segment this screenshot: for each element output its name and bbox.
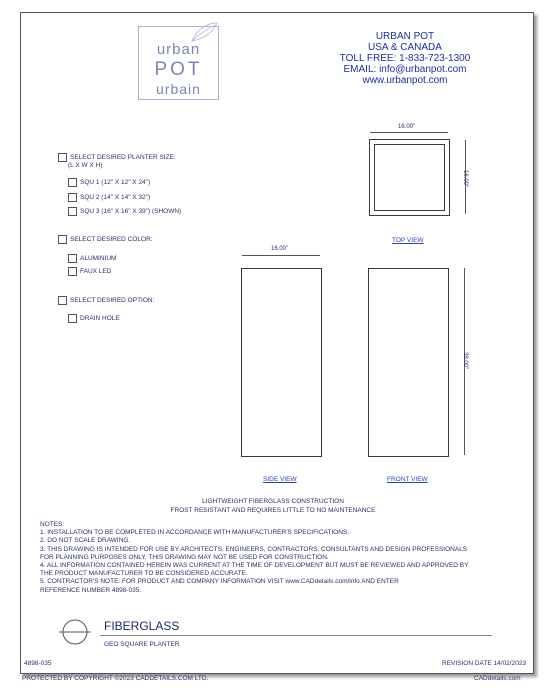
checkbox[interactable] (58, 296, 67, 305)
dimension-line (242, 255, 320, 256)
size-subheading: (L X W X H) (68, 162, 103, 169)
front-view-label: FRONT VIEW (387, 476, 428, 483)
note-line: 3. THIS DRAWING IS INTENDED FOR USE BY ARCHITECTS, ENGINEERS, CONTRACTORS, CONSULTANTS AND DESIGN PROFESSIONALS (40, 545, 468, 553)
side-view-label: SIDE VIEW (263, 476, 297, 483)
region: USA & CANADA (368, 42, 442, 53)
notes-block (40, 521, 468, 595)
leaf-icon (189, 21, 219, 43)
front-view-outline (368, 268, 449, 457)
side-view-outline (241, 268, 322, 457)
checkbox[interactable] (58, 153, 67, 162)
top-view-label: TOP VIEW (392, 237, 424, 244)
size-heading: SELECT DESIRED PLANTER SIZE: (58, 153, 176, 162)
note-line: 2. DO NOT SCALE DRAWING. (40, 537, 131, 545)
dimension-line (370, 132, 448, 133)
checkbox[interactable] (68, 254, 77, 263)
side-width-dim: 16.00" (271, 246, 289, 252)
logo-pot: POT (154, 59, 203, 80)
caddetails-link[interactable]: CADdetails.com (474, 675, 521, 682)
checkbox[interactable] (68, 267, 77, 276)
note-line: 5. CONTRACTOR'S NOTE: FOR PRODUCT AND COMPANY INFORMATION VISIT www.CADdetails.com/info AND ENTER (40, 578, 399, 586)
title-circle-symbol (57, 619, 93, 645)
company-name: URBAN POT (375, 31, 435, 42)
size-option-3[interactable]: SQU 3 (16" X 16" X 39") (SHOWN) (68, 207, 181, 216)
email: EMAIL: info@urbanpot.com (343, 64, 467, 75)
front-height-dim: 39.00" (462, 352, 468, 370)
color-heading: SELECT DESIRED COLOR: (58, 235, 153, 244)
notes-heading: NOTES: (40, 521, 65, 528)
checkbox[interactable] (68, 193, 77, 202)
checkbox[interactable] (68, 178, 77, 187)
checkbox[interactable] (68, 207, 77, 216)
top-depth-dim: 16.00" (462, 170, 468, 188)
checkbox[interactable] (68, 314, 77, 323)
toll-free: TOLL FREE: 1-833-723-1300 (339, 53, 471, 64)
top-view-inner (374, 144, 445, 211)
urban-pot-logo (138, 26, 219, 100)
copyright: PROTECTED BY COPYRIGHT ©2023 CADDETAILS.COM LTD. (22, 675, 209, 682)
option-heading: SELECT DESIRED OPTION: (58, 296, 154, 305)
logo-urban: urban (156, 41, 201, 58)
contact-block (330, 31, 480, 86)
size-option-1[interactable]: SQU 1 (12" X 12" X 24") (68, 178, 150, 187)
revision-date: REVISION DATE 14/02/2023 (442, 660, 527, 667)
note-line: THE PRODUCT MANUFACTURER TO BE CONSIDERED ACCURATE. (40, 570, 248, 578)
note-line: 4. ALL INFORMATION CONTAINED HEREIN WAS CURRENT AT THE TIME OF DEVELOPMENT BUT MUST BE REVIEWED AND APPROVED BY (40, 562, 469, 570)
product-name: GEO SQUARE PLANTER (104, 641, 180, 648)
note-line: REFERENCE NUMBER 4898-035. (40, 586, 142, 594)
website: www.urbanpot.com (362, 75, 448, 86)
note-line: FOR PLANNING PURPOSES ONLY. THIS DRAWING MAY NOT BE USED FOR CONSTRUCTION. (40, 553, 329, 561)
checkbox[interactable] (58, 235, 67, 244)
note-line: 1. INSTALLATION TO BE COMPLETED IN ACCORDANCE WITH MANUFACTURER'S SPECIFICATIONS. (40, 529, 350, 537)
logo-urbain: urbain (156, 81, 201, 97)
title-underline (100, 635, 492, 636)
construction-note: LIGHTWEIGHT FIBERGLASS CONSTRUCTION FROST RESISTANT AND REQUIRES LITTLE TO NO MAINTENANCE (170, 498, 376, 514)
color-option-aluminium[interactable]: ALUMINIUM (68, 254, 116, 263)
color-option-faux-led[interactable]: FAUX LED (68, 267, 111, 276)
size-option-2[interactable]: SQU 2 (14" X 14" X 32") (68, 193, 150, 202)
material-title: FIBERGLASS (104, 619, 180, 633)
top-width-dim: 16.00" (398, 124, 416, 130)
reference-number: 4898-035 (24, 660, 52, 667)
option-drain-hole[interactable]: DRAIN HOLE (68, 314, 120, 323)
